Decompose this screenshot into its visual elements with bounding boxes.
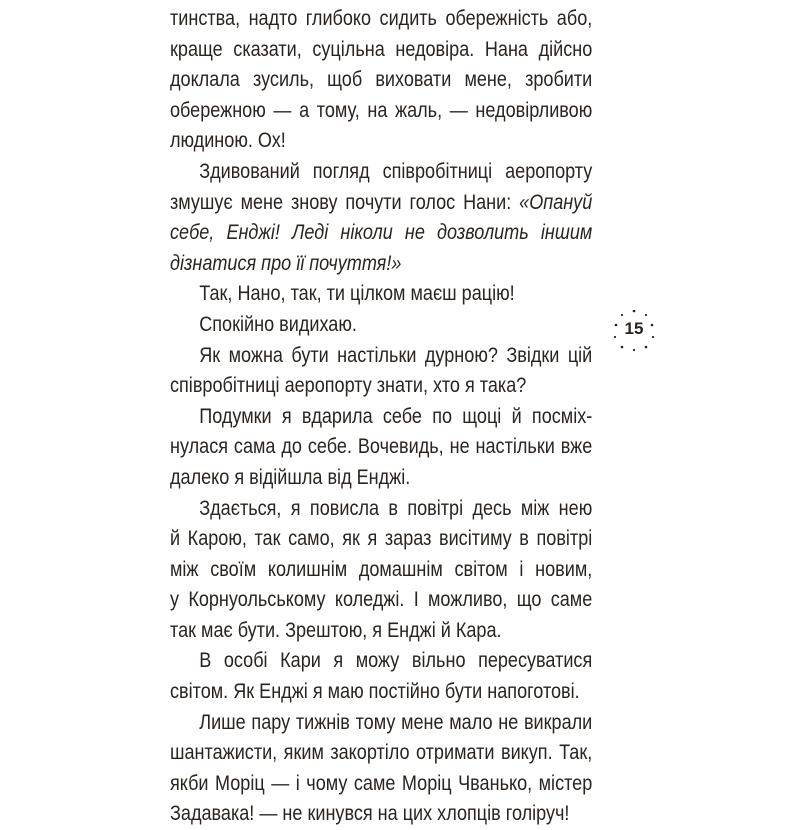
text-line: людиною. Ох! bbox=[170, 129, 286, 153]
text-line: так має бути. Зрештою, я Енджі й Кара. bbox=[170, 618, 502, 642]
text-line: нулася сама до себе. Вочевидь, не настільки вже bbox=[170, 435, 593, 459]
text-line: доклала зусиль, щоб виховати мене, зробити bbox=[170, 68, 593, 92]
text-line: Подумки я вдарила себе по щоці й посміх- bbox=[199, 404, 593, 428]
text-line: В особі Кари я можу вільно пересуватися bbox=[199, 649, 593, 673]
text-line: між своїм колишнім домашнім світом і новим, bbox=[170, 557, 593, 581]
text-line: Лише пару тижнів тому мене мало не викрали bbox=[199, 710, 593, 734]
book-page-text bbox=[170, 4, 592, 830]
text-line: Спокійно видихаю. bbox=[199, 312, 357, 336]
text-line: обережною — а тому, на жаль, — недовірливою bbox=[170, 98, 593, 122]
text-line: світом. Як Енджі я маю постійно бути напоготові. bbox=[170, 680, 580, 704]
text-line: Здивований погляд співробітниці аеропорту bbox=[199, 159, 593, 183]
text-line: шантажисти, яким закортіло отримати викуп. Так, bbox=[170, 741, 593, 765]
text-line: тинства, надто глибоко сидить обережність або, bbox=[170, 7, 593, 30]
text-line: далеко я відійшла від Енджі. bbox=[170, 465, 411, 489]
text-line: дізнатися про її почуття!» bbox=[170, 251, 402, 275]
page-number-badge bbox=[612, 308, 656, 352]
italic-quote-span: «Опануй bbox=[519, 190, 593, 214]
text-line: й Карою, так само, як я зараз висітиму в повітрі bbox=[170, 527, 593, 551]
text-line: у Корнуольському коледжі. І можливо, що саме bbox=[170, 588, 593, 612]
text-span: змушує мене знову почути голос Нани: bbox=[170, 190, 520, 214]
text-line: краще сказати, суцільна недовіра. Нана дійсно bbox=[170, 37, 593, 61]
text-line: співробітниці аеропорту знати, хто я така? bbox=[170, 374, 527, 398]
text-line bbox=[170, 188, 592, 219]
text-line: себе, Енджі! Леді ніколи не дозволить іншим bbox=[170, 221, 593, 245]
text-line: якби Моріц — і чому саме Моріц Чванько, містер bbox=[170, 771, 593, 795]
text-line: Здається, я повисла в повітрі десь між нею bbox=[199, 496, 593, 520]
text-line: Як можна бути настільки дурною? Звідки цій bbox=[199, 343, 593, 367]
text-line: Так, Нано, так, ти цілком маєш рацію! bbox=[199, 282, 515, 306]
page-number: 15 bbox=[624, 319, 644, 338]
text-line: Задавака! — не кинувся на цих хлопців голіруч! bbox=[170, 802, 570, 826]
